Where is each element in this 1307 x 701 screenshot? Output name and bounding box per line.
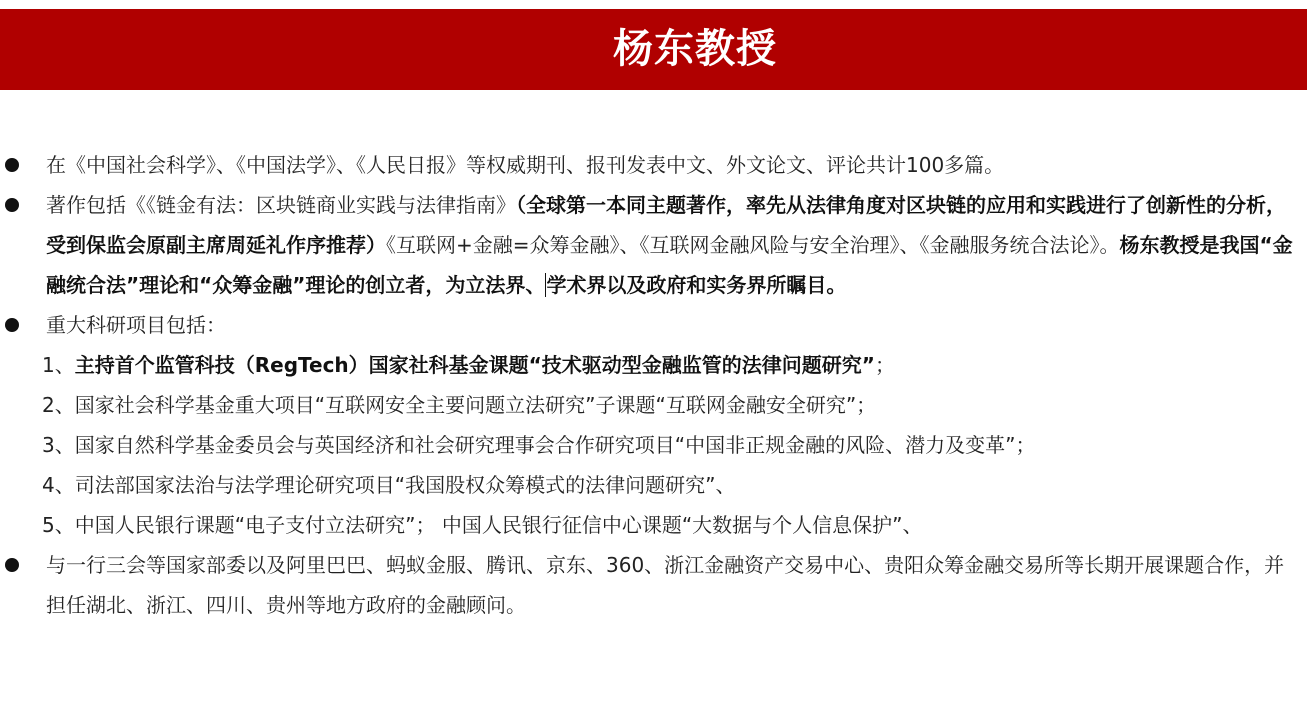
project-text: 中国人民银行课题“电子支付立法研究”； 中国人民银行征信中心课题“大数据与个人信息保护”、 (74, 513, 923, 537)
project-item (0, 505, 1300, 545)
founder-statement-b: 学术界以及政府和实务界所瞩目。 (546, 273, 847, 297)
founder-statement-a: 杨东教授是我国“金融统合法”理论和“众筹金融”理论的创立者，为立法界、 (46, 233, 1293, 297)
bullet-cooperation (0, 545, 1300, 625)
bullet-text (46, 193, 1293, 297)
bullet-text: 在《中国社会科学》、《中国法学》、《人民日报》等权威期刊、报刊发表中文、外文论文、评论共计100多篇。 (46, 153, 1005, 177)
bullet-dot-icon (5, 158, 19, 172)
bullet-projects (0, 305, 1300, 345)
bullet-dot-icon (5, 558, 19, 572)
books-highlight: （全球第一本同主题著作，率先从法律角度对区块链的应用和实践进行了创新性的分析，受到保监会原副主席周延礼作序推荐） (46, 193, 1286, 257)
project-item (0, 385, 1300, 425)
bullet-books (0, 185, 1300, 305)
project-text: 国家自然科学基金委员会与英国经济和社会研究理事会合作研究项目“中国非正规金融的风险、潜力及变革”； (74, 433, 1036, 457)
project-text: ； (874, 353, 895, 377)
bullet-dot-icon (5, 318, 19, 332)
project-number: 4、 (42, 473, 75, 497)
books-intro: 著作包括《《链金有法：区块链商业实践与法律指南》 (46, 193, 516, 217)
content-body (0, 145, 1300, 625)
project-bold-text: 主持首个监管科技（RegTech）国家社科基金课题“技术驱动型金融监管的法律问题研究” (74, 353, 875, 377)
project-item (0, 465, 1300, 505)
project-number: 5、 (42, 513, 75, 537)
project-text: 司法部国家法治与法学理论研究项目“我国股权众筹模式的法律问题研究”、 (74, 473, 736, 497)
project-text: 国家社会科学基金重大项目“互联网安全主要问题立法研究”子课题“互联网金融安全研究”； (74, 393, 877, 417)
projects-heading: 重大科研项目包括： (46, 313, 226, 337)
bullet-text: 与一行三会等国家部委以及阿里巴巴、蚂蚁金服、腾讯、京东、360、浙江金融资产交易中心、贵阳众筹金融交易所等长期开展课题合作，并担任湖北、浙江、四川、贵州等地方政府的金融顾问。 (46, 553, 1285, 617)
project-number: 3、 (42, 433, 75, 457)
project-number: 1、 (42, 353, 75, 377)
bullet-dot-icon (5, 198, 19, 212)
project-number: 2、 (42, 393, 75, 417)
books-list: 《互联网+金融=众筹金融》、《互联网金融风险与安全治理》、《金融服务统合法论》。 (386, 233, 1120, 257)
project-item (0, 345, 1300, 385)
page-title: 杨东教授 (613, 26, 777, 72)
project-item (0, 425, 1300, 465)
bullet-publications (0, 145, 1300, 185)
